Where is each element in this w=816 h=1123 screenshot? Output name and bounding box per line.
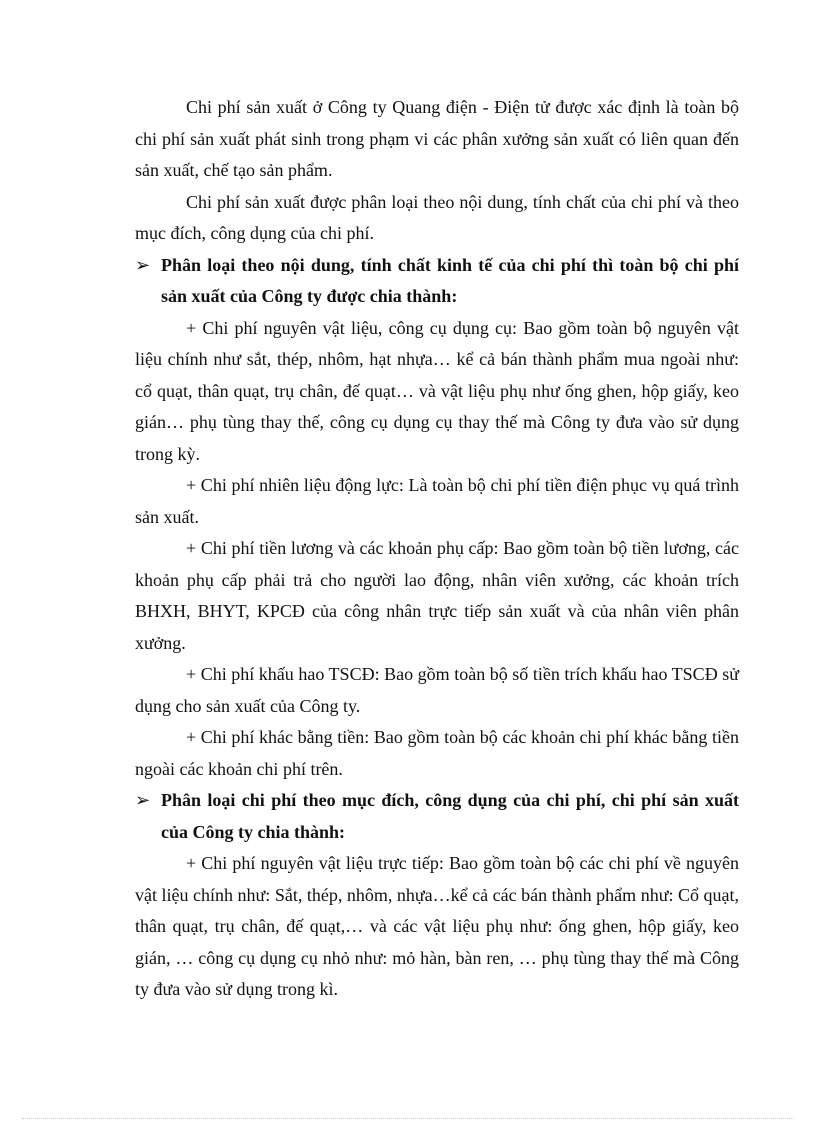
bullet-heading-by-nature [135,250,739,313]
paragraph-direct-materials: + Chi phí nguyên vật liệu trực tiếp: Bao gồm toàn bộ các chi phí về nguyên vật liệu chính như: Sắt, thép, nhôm, nhựa…kể cả các bán thành phẩm như: Cổ quạt, thân quạt, trụ chân, đế quạt,… và các vật liệu phụ như: ống ghen, hộp giấy, keo gián, … công cụ dụng cụ nhỏ như: mỏ hàn, bàn ren, … phụ tùng thay thế mà Công ty đưa vào sử dụng trong kì. [135,853,739,999]
paragraph-materials-tools: + Chi phí nguyên vật liệu, công cụ dụng cụ: Bao gồm toàn bộ nguyên vật liệu chính như sắt, thép, nhôm, hạt nhựa… kể cả bán thành phẩm mua ngoài như: cổ quạt, thân quạt, trụ chân, đế quạt… và vật liệu phụ như ống ghen, hộp giấy, keo gián… phụ tùng thay thế, công cụ dụng cụ thay thế mà Công ty đưa vào sử dụng trong kỳ. [135,317,739,464]
bullet-heading-text: Phân loại chi phí theo mục đích, công dụng của chi phí, chi phí sản xuất của Công ty chia thành: [161,790,739,842]
page-bottom-divider [22,1118,794,1119]
paragraph-depreciation: + Chi phí khấu hao TSCĐ: Bao gồm toàn bộ số tiền trích khấu hao TSCĐ sử dụng cho sản xuất của Công ty. [135,664,739,716]
document-body [135,92,739,1006]
paragraph-fuel-energy: + Chi phí nhiên liệu động lực: Là toàn bộ chi phí tiền điện phục vụ quá trình sản xuất. [135,475,739,527]
paragraph-wages-allowances: + Chi phí tiền lương và các khoản phụ cấp: Bao gồm toàn bộ tiền lương, các khoản phụ cấp phải trả cho người lao động, nhân viên xưởng, các khoản trích BHXH, BHYT, KPCĐ của công nhân trực tiếp sản xuất và của nhân viên phân xưởng. [135,538,739,653]
arrow-bullet-icon: ➢ [135,254,151,275]
bullet-heading-by-purpose [135,785,739,848]
paragraph-classification: Chi phí sản xuất được phân loại theo nội dung, tính chất của chi phí và theo mục đích, công dụng của chi phí. [135,191,739,243]
paragraph-other-cash: + Chi phí khác bằng tiền: Bao gồm toàn bộ các khoản chi phí khác bằng tiền ngoài các khoản chi phí trên. [135,727,739,779]
arrow-bullet-icon: ➢ [135,790,151,810]
bullet-heading-text: Phân loại theo nội dung, tính chất kinh tế của chi phí thì toàn bộ chi phí sản xuất của Công ty được chia thành: [161,254,739,306]
paragraph-intro: Chi phí sản xuất ở Công ty Quang điện - Điện tử được xác định là toàn bộ chi phí sản xuất phát sinh trong phạm vi các phân xưởng sản xuất có liên quan đến sản xuất, chế tạo sản phẩm. [135,97,739,180]
